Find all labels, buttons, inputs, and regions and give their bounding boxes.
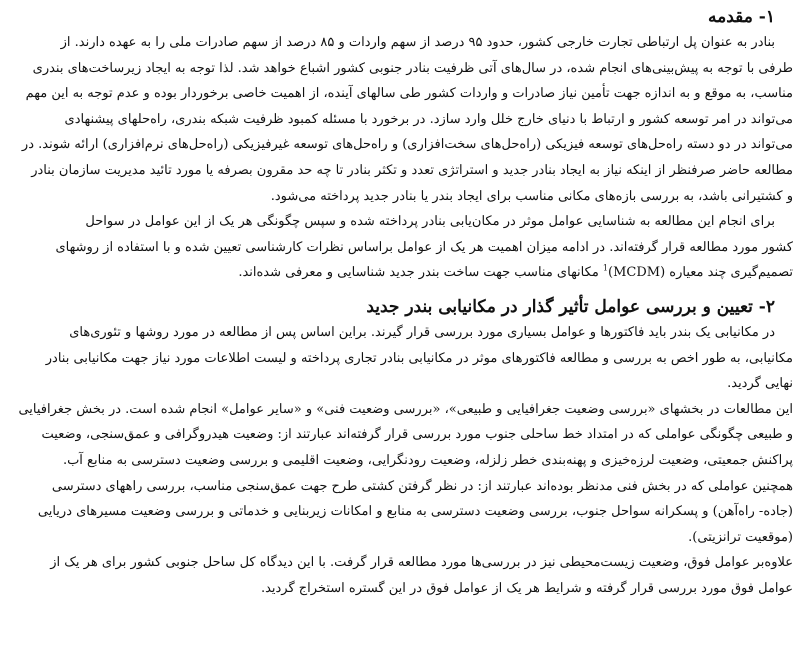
section-2-paragraph-1 xyxy=(8,320,793,397)
footnote-marker[interactable]: 1 xyxy=(602,264,609,274)
section-2-heading: ۲- تعیین و بررسی عوامل تأثیر گذار در مکانیابی بندر جدید xyxy=(366,296,775,317)
text-line: و کشتیرانی باشد، به بررسی بازه‌های مکانی مناسب برای ایجاد بندر یا بنادر جدید پرداخته می‌شود. xyxy=(270,188,793,204)
text-line: همچنین عواملی که در بخش فنی مدنظر بوده‌اند عبارتند از: در نظر گرفتن کشتی طرح جهت عمق‌سنجی مناسب، بررسی راههای دسترسی xyxy=(51,478,793,494)
text-line: (موقعیت ترانزیتی). xyxy=(688,529,793,545)
text-line: کشور مورد مطالعه قرار گرفته‌اند. در ادامه میزان اهمیت هر یک از عوامل براساس نظرات کارشناسی تعیین شده و با استفاده از روشهای xyxy=(55,239,793,255)
text-line: طرفی با توجه به پیش‌بینی‌های انجام شده، در سال‌های آتی ظرفیت بنادر جنوبی کشور اشباع خواهد شد. لذا توجه به ایجاد زیرساخت‌های بندری xyxy=(32,60,793,76)
text-line: و طبیعی چگونگی عواملی که در امتداد خط ساحلی جنوب مورد بررسی قرار گرفته‌اند عبارتند از: وضعیت هیدروگرافی و عمق‌سنجی، وضعیت xyxy=(41,427,793,443)
text-line: نهایی گردید. xyxy=(727,376,793,392)
text-line: برای انجام این مطالعه به شناسایی عوامل موثر در مکان‌یابی بنادر پرداخته شده و سپس چگونگی هر یک از این عوامل در سواحل xyxy=(85,214,775,230)
text-fragment: مکانهای مناسب جهت ساخت بندر جدید شناسایی و معرفی شده‌اند. xyxy=(238,265,603,281)
text-line: مطالعه حاضر صرفنظر از اینکه نیاز به ایجاد بنادر جدید و استراتژی تعدد و تکثر بنادر تا چه حد مقرون بصرفه یا مورد تائید مدیریت سازمان بنادر xyxy=(31,162,793,178)
text-line: مکانیابی، به طور اخص به بررسی و مطالعه فاکتورهای موثر در مکانیابی بنادر تجاری پرداخته و لیست اطلاعات مورد نیاز جهت مکانیابی بنادر xyxy=(45,350,793,366)
section-1-heading: ۱- مقدمه xyxy=(708,7,775,27)
text-line: پراکنش جمعیتی، وضعیت لرزه‌خیزی و پهنه‌بندی خطر زلزله، وضعیت رودنگرایی، وضعیت اقلیمی و بررسی وضعیت دسترسی به منابع آب. xyxy=(62,452,793,468)
text-line: می‌تواند در دو دسته راه‌حل‌های توسعه فیزیکی (راه‌حل‌های سخت‌افزاری) و راه‌حل‌های توسعه غیرفیزیکی (راه‌حل‌های نرم‌افزاری) ارائه شوند. در xyxy=(21,137,793,153)
text-line: در مکانیابی یک بندر باید فاکتورها و عوامل بسیاری مورد بررسی قرار گیرند. براین اساس پس از مطالعه در مورد روشها و تئوری‌های xyxy=(69,324,775,340)
text-line-with-footnote xyxy=(8,260,793,286)
text-line: این مطالعات در بخشهای «بررسی وضعیت جغرافیایی و طبیعی»، «بررسی وضعیت فنی» و «سایر عوامل» انجام شده است. در بخش جغرافیایی xyxy=(18,401,793,417)
text-fragment: تصمیم‌گیری چند معیاره xyxy=(665,265,793,281)
section-1-paragraph-2 xyxy=(8,209,793,286)
document-page xyxy=(8,4,793,601)
section-2-paragraph-3 xyxy=(8,550,793,601)
text-line: (جاده- راه‌آهن) و پسکرانه سواحل جنوب، بررسی وضعیت دسترسی به منابع و امکانات زیربنایی و خدماتی و بررسی وضعیت مسیرهای دریایی xyxy=(37,504,793,520)
text-line: می‌تواند در امر توسعه کشور و ارتباط با دنیای خارج خلل وارد سازد. در برخورد با مسئله کمبود ظرفیت شبکه بندری، راه‌حلهای پیشنهادی xyxy=(64,111,793,127)
text-line: مناسب، به موقع و به اندازه جهت تأمین نیاز صادرات و واردات کشور طی سالهای آینده، از اهمیت خاصی برخوردار بوده و عدم توجه به این مهم xyxy=(25,86,793,102)
text-line: بنادر به عنوان پل ارتباطی تجارت خارجی کشور، حدود ۹۵ درصد از سهم واردات و ۸۵ درصد از سهم صادرات ملی را به عهده دارند. از xyxy=(60,35,775,50)
section-2-paragraph-2 xyxy=(8,397,793,551)
text-line: عوامل فوق مورد بررسی قرار گرفته و شرایط هر یک از عوامل فوق در این گستره استخراج گردید. xyxy=(260,580,793,596)
section-1-paragraph-1 xyxy=(8,30,793,209)
mcdm-acronym: (MCDM) xyxy=(608,265,666,281)
text-line: علاوه‌بر عوامل فوق، وضعیت زیست‌محیطی نیز در بررسی‌ها مورد مطالعه قرار گرفت. با این دیدگاه کل ساحل جنوبی کشور برای هر یک از xyxy=(50,555,793,571)
